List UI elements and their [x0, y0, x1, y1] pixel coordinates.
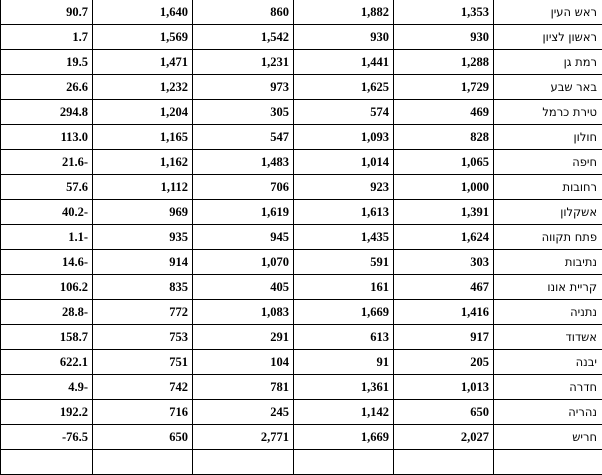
cell-city-name: ראשון לציון — [494, 25, 602, 50]
cell-city-name: נתניה — [494, 300, 602, 325]
cell-value-col2: 706 — [193, 175, 294, 200]
cell-value-col2: 305 — [193, 100, 294, 125]
cell-value-col4: 828 — [394, 125, 494, 150]
cell-percent-change: -76.5 — [1, 425, 93, 450]
cell-value-col2: 781 — [193, 375, 294, 400]
cell-percent-change: 1.1- — [1, 225, 93, 250]
cell-value-col4: 1,353 — [394, 0, 494, 25]
cell-value-col1: 1,162 — [93, 150, 193, 175]
cell-value-col1: 1,569 — [93, 25, 193, 50]
cell-value-col1: 742 — [93, 375, 193, 400]
cell-value-col3: 574 — [294, 100, 394, 125]
table-row — [1, 400, 602, 425]
table-row-cut-off — [1, 450, 602, 475]
cell-value-col1: 969 — [93, 200, 193, 225]
cell-percent-change: 21.6- — [1, 150, 93, 175]
table-row — [1, 225, 602, 250]
cell-value-col1: 772 — [93, 300, 193, 325]
cell-value-col1: 1,640 — [93, 0, 193, 25]
table-row — [1, 275, 602, 300]
cell-value-col3: 161 — [294, 275, 394, 300]
cell-percent-change: 19.5 — [1, 50, 93, 75]
cell-value-col2: 245 — [193, 400, 294, 425]
cell-city-name: נתיבות — [494, 250, 602, 275]
cell-value-col3: 613 — [294, 325, 394, 350]
cell-percent-change: 57.6 — [1, 175, 93, 200]
table-row — [1, 250, 602, 275]
cell-city-name: באר שבע — [494, 75, 602, 100]
cell-percent-change: 14.6- — [1, 250, 93, 275]
cell-percent-change: 26.6 — [1, 75, 93, 100]
cell-value-col4: 467 — [394, 275, 494, 300]
cell-city-name: חולון — [494, 125, 602, 150]
cell-value-col4: 650 — [394, 400, 494, 425]
table-row — [1, 375, 602, 400]
cell-value-col1: 753 — [93, 325, 193, 350]
table-row — [1, 150, 602, 175]
cell-city-name: אשקלון — [494, 200, 602, 225]
cell-city-name: נהריה — [494, 400, 602, 425]
cell-value-col3: 1,669 — [294, 300, 394, 325]
table-row — [1, 125, 602, 150]
cell-city-name: חיפה — [494, 150, 602, 175]
cell-value-col1: 1,232 — [93, 75, 193, 100]
cell-empty — [394, 450, 494, 475]
cell-value-col2: 1,542 — [193, 25, 294, 50]
table-row — [1, 300, 602, 325]
cell-value-col2: 1,070 — [193, 250, 294, 275]
table-body — [1, 0, 602, 475]
cell-value-col1: 650 — [93, 425, 193, 450]
cell-value-col1: 751 — [93, 350, 193, 375]
cell-empty — [193, 450, 294, 475]
cell-value-col2: 1,083 — [193, 300, 294, 325]
cell-value-col3: 1,142 — [294, 400, 394, 425]
cell-value-col3: 930 — [294, 25, 394, 50]
cell-value-col1: 1,471 — [93, 50, 193, 75]
cell-value-col2: 1,483 — [193, 150, 294, 175]
cell-percent-change: 4.9- — [1, 375, 93, 400]
cell-city-name: פתח תקווה — [494, 225, 602, 250]
table-row — [1, 100, 602, 125]
cell-city-name: קריית אונו — [494, 275, 602, 300]
cell-value-col2: 945 — [193, 225, 294, 250]
cell-value-col1: 835 — [93, 275, 193, 300]
cell-value-col1: 1,165 — [93, 125, 193, 150]
cell-value-col1: 1,112 — [93, 175, 193, 200]
cell-empty — [494, 450, 602, 475]
cell-value-col4: 1,416 — [394, 300, 494, 325]
cell-value-col4: 1,000 — [394, 175, 494, 200]
cell-value-col2: 1,619 — [193, 200, 294, 225]
cell-value-col3: 591 — [294, 250, 394, 275]
table-row — [1, 425, 602, 450]
cell-value-col2: 104 — [193, 350, 294, 375]
cell-city-name: חדרה — [494, 375, 602, 400]
cell-value-col1: 914 — [93, 250, 193, 275]
table-row — [1, 50, 602, 75]
cell-value-col1: 935 — [93, 225, 193, 250]
cell-value-col3: 91 — [294, 350, 394, 375]
cell-city-name: אשדוד — [494, 325, 602, 350]
cell-value-col3: 1,014 — [294, 150, 394, 175]
table-row — [1, 200, 602, 225]
cell-value-col4: 917 — [394, 325, 494, 350]
cell-value-col2: 2,771 — [193, 425, 294, 450]
cell-percent-change: 40.2- — [1, 200, 93, 225]
cell-empty — [93, 450, 193, 475]
cell-city-name: ראש העין — [494, 0, 602, 25]
cell-value-col4: 303 — [394, 250, 494, 275]
table-row — [1, 25, 602, 50]
cell-empty — [1, 450, 93, 475]
cell-city-name: טירת כרמל — [494, 100, 602, 125]
cell-value-col2: 973 — [193, 75, 294, 100]
cell-value-col4: 1,391 — [394, 200, 494, 225]
cell-value-col2: 547 — [193, 125, 294, 150]
cell-value-col1: 1,204 — [93, 100, 193, 125]
cell-percent-change: 90.7 — [1, 0, 93, 25]
cell-value-col4: 1,624 — [394, 225, 494, 250]
cell-percent-change: 294.8 — [1, 100, 93, 125]
cell-value-col4: 205 — [394, 350, 494, 375]
cell-value-col2: 1,231 — [193, 50, 294, 75]
cell-value-col3: 1,613 — [294, 200, 394, 225]
cell-value-col3: 923 — [294, 175, 394, 200]
cell-value-col2: 291 — [193, 325, 294, 350]
cell-value-col2: 860 — [193, 0, 294, 25]
cell-value-col3: 1,441 — [294, 50, 394, 75]
table-row — [1, 175, 602, 200]
table-row — [1, 325, 602, 350]
cell-value-col3: 1,435 — [294, 225, 394, 250]
cell-city-name: רחובות — [494, 175, 602, 200]
cell-value-col4: 1,729 — [394, 75, 494, 100]
cell-value-col3: 1,669 — [294, 425, 394, 450]
cell-value-col4: 469 — [394, 100, 494, 125]
cell-value-col4: 1,288 — [394, 50, 494, 75]
cell-value-col2: 405 — [193, 275, 294, 300]
cell-value-col4: 1,065 — [394, 150, 494, 175]
cell-percent-change: 192.2 — [1, 400, 93, 425]
cell-empty — [294, 450, 394, 475]
cell-percent-change: 106.2 — [1, 275, 93, 300]
table-row — [1, 350, 602, 375]
cell-city-name: חריש — [494, 425, 602, 450]
cell-percent-change: 28.8- — [1, 300, 93, 325]
cell-percent-change: 1.7 — [1, 25, 93, 50]
cell-city-name: רמת גן — [494, 50, 602, 75]
cell-percent-change: 158.7 — [1, 325, 93, 350]
cell-value-col3: 1,093 — [294, 125, 394, 150]
cell-value-col4: 930 — [394, 25, 494, 50]
cell-value-col3: 1,625 — [294, 75, 394, 100]
cell-value-col3: 1,361 — [294, 375, 394, 400]
cell-value-col3: 1,882 — [294, 0, 394, 25]
cell-value-col4: 1,013 — [394, 375, 494, 400]
cell-value-col4: 2,027 — [394, 425, 494, 450]
table-row — [1, 75, 602, 100]
cell-percent-change: 113.0 — [1, 125, 93, 150]
cell-city-name: יבנה — [494, 350, 602, 375]
cell-percent-change: 622.1 — [1, 350, 93, 375]
cell-value-col1: 716 — [93, 400, 193, 425]
table-row — [1, 0, 602, 25]
